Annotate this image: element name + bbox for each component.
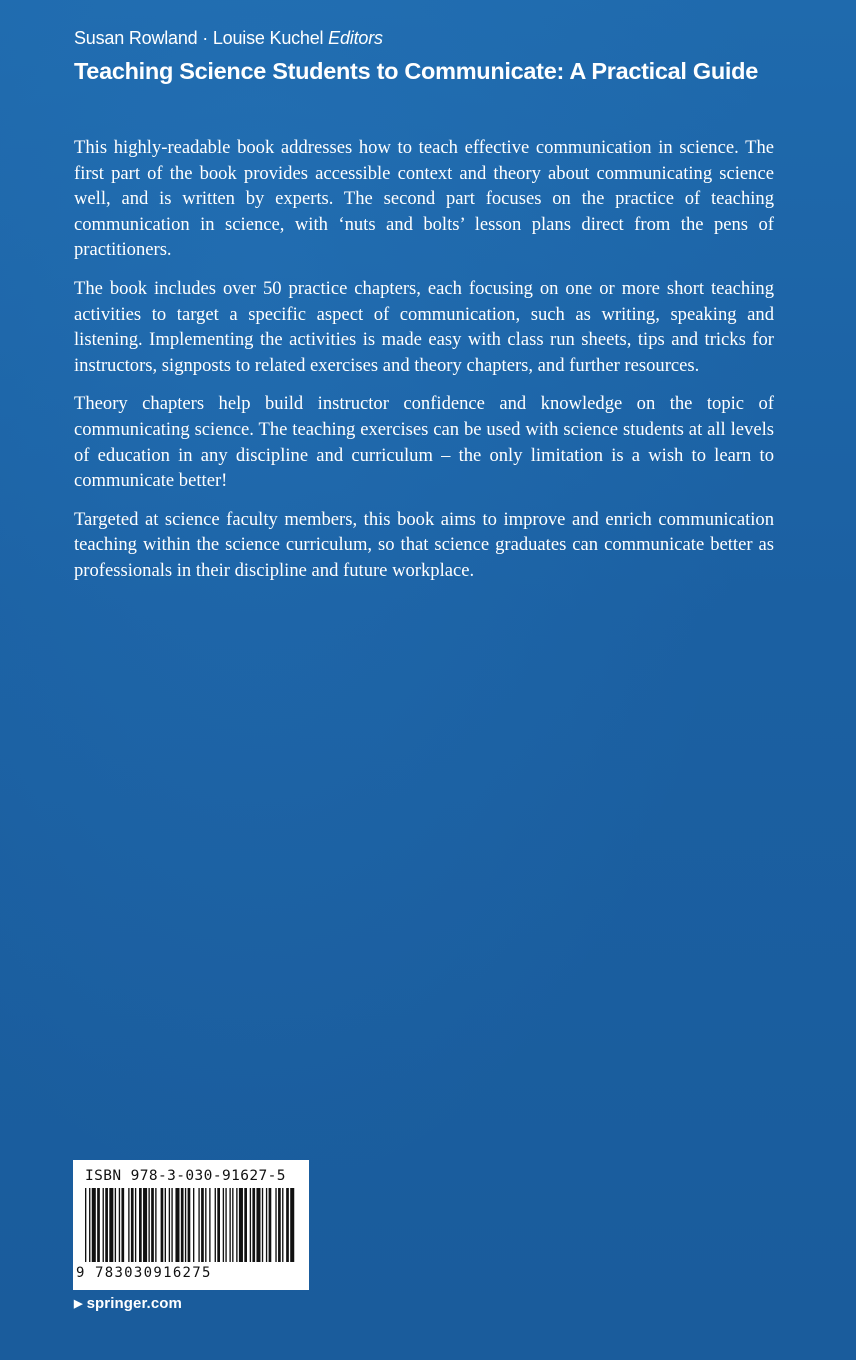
editors-names: Susan Rowland · Louise Kuchel [74,28,324,48]
blurb-paragraph: This highly-readable book addresses how to teach effective communication in science. The first part of the book provides accessible context and theory about communicating science well, and is written by experts. The second part focuses on the practice of teaching communication in science, with ‘nuts and bolts’ lesson plans direct from the pens of practitioners. [74,137,774,261]
book-title: Teaching Science Students to Communicate: A Practical Guide [74,58,758,84]
publisher-link[interactable] [74,1295,182,1312]
editors-role: Editors [328,28,383,48]
publisher-link-text: springer.com [86,1295,182,1312]
barcode-first-digit: 9 [76,1265,85,1281]
isbn-label: ISBN 978-3-030-91627-5 [85,1168,286,1184]
blurb-text [74,135,774,597]
blurb-paragraph: Theory chapters help build instructor confidence and knowledge on the topic of communicating science. The teaching exercises can be used with science students at all levels of education in any discipline and curriculum – the only limitation is a wish to learn to communicate better! [74,393,774,492]
blurb-paragraph: The book includes over 50 practice chapters, each focusing on one or more short teaching activities to target a specific aspect of communication, such as writing, speaking and listening. Implementing the activities is made easy with class run sheets, tips and tricks for instructors, signposts to related exercises and theory chapters, and further resources. [74,277,774,376]
triangle-right-icon: ▶ [74,1298,83,1310]
barcode-bars [85,1188,297,1270]
editors-line [74,28,383,49]
barcode-digits: 783030916275 [95,1265,212,1281]
isbn-barcode [73,1160,309,1290]
blurb-paragraph: Targeted at science faculty members, this book aims to improve and enrich communication teaching within the science curriculum, so that science graduates can communicate better as professionals in their discipline and future workplace. [74,508,774,581]
